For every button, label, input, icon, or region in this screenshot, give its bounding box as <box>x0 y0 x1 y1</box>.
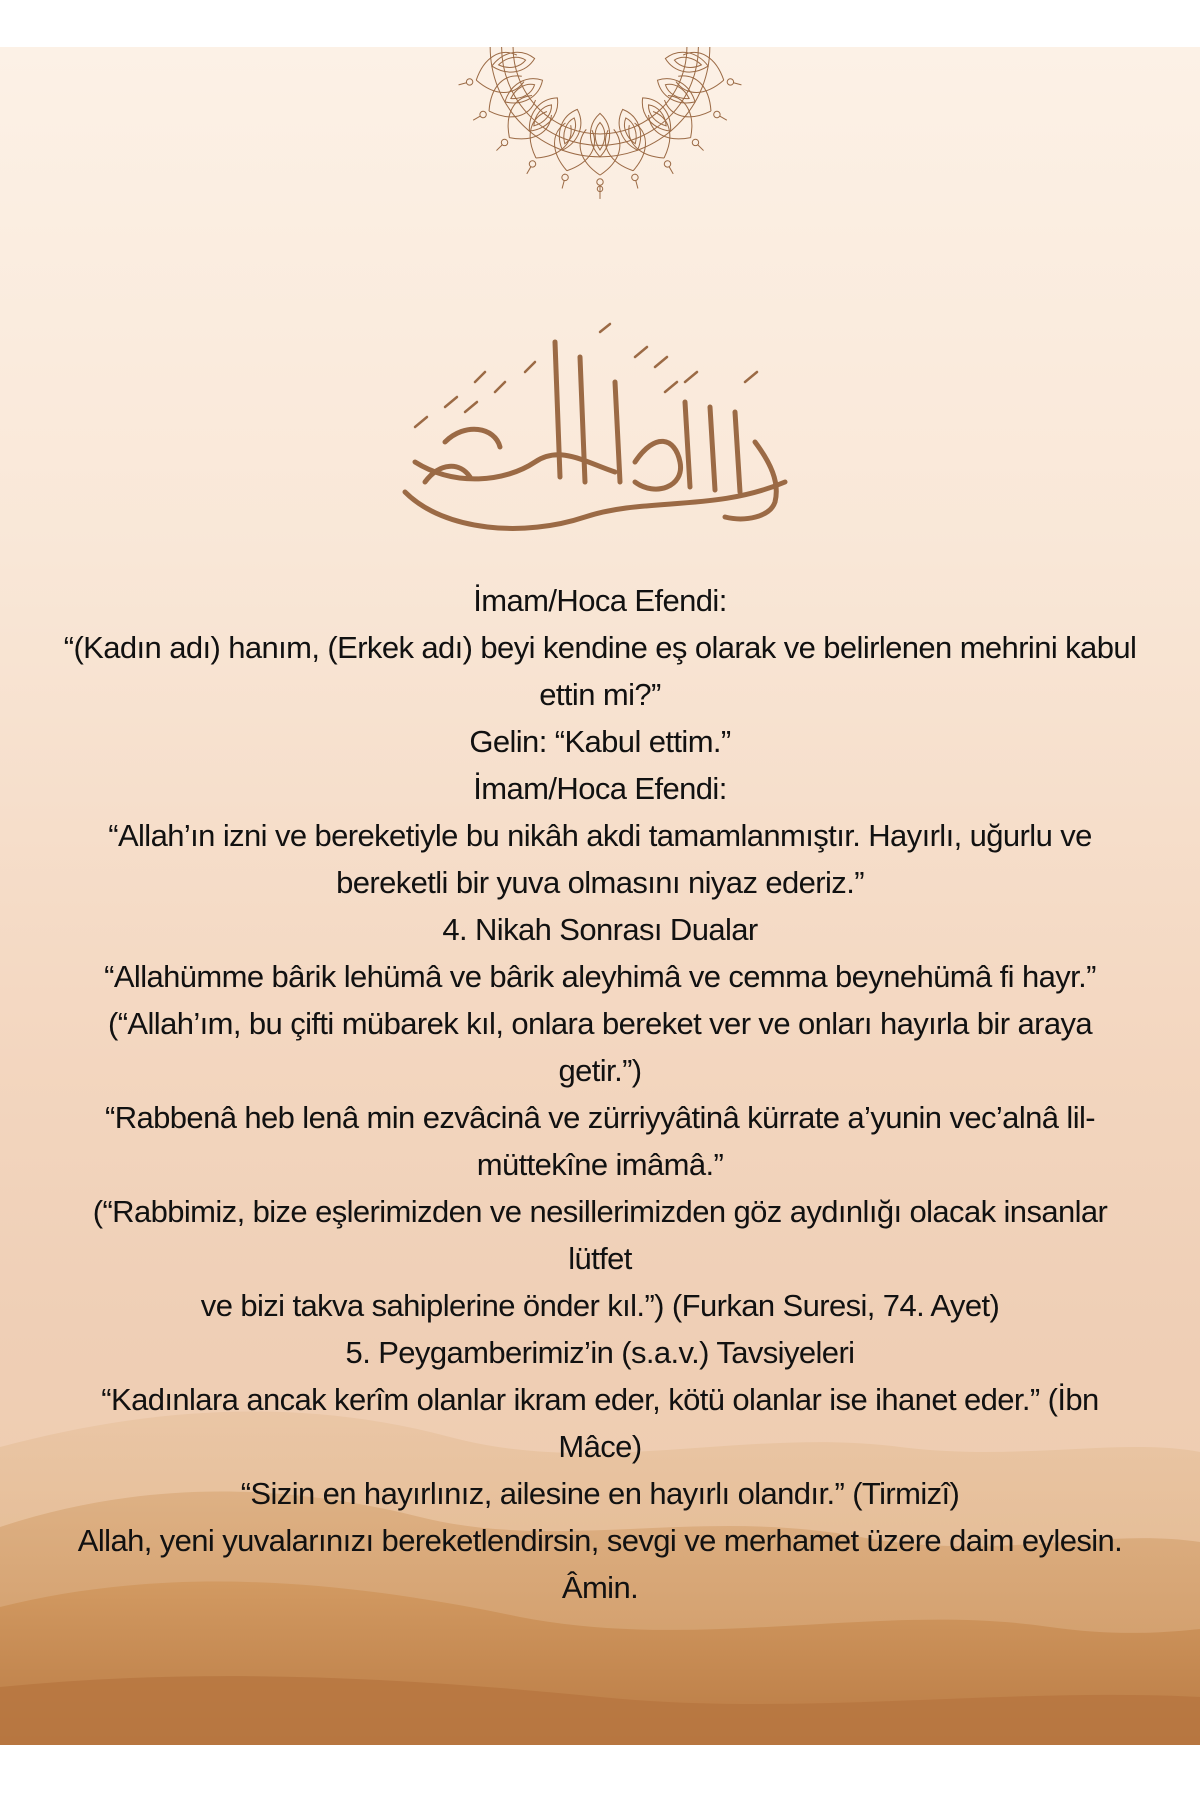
text-line: ve bizi takva sahiplerine önder kıl.”) (Furkan Suresi, 74. Ayet) <box>200 1288 1000 1323</box>
text-line: İmam/Hoca Efendi: <box>473 583 727 618</box>
text-line: Âmin. <box>561 1570 639 1605</box>
text-line: Mâce) <box>558 1429 642 1464</box>
text-line: Gelin: “Kabul ettim.” <box>469 724 731 759</box>
text-line: “Allahümme bârik lehümâ ve bârik aleyhimâ ve cemma beynehümâ fi hayr.” <box>104 959 1096 994</box>
text-line: (“Rabbimiz, bize eşlerimizden ve nesillerimizden göz aydınlığı olacak insanlar lütfet <box>92 1194 1108 1276</box>
text-line: getir.”) <box>558 1053 642 1088</box>
text-line: “(Kadın adı) hanım, (Erkek adı) beyi kendine eş olarak ve belirlenen mehrini kabul <box>63 630 1137 665</box>
nikah-text <box>60 577 1140 1611</box>
text-line: ettin mi?” <box>539 677 661 712</box>
text-line: “Allah’ın izni ve bereketiyle bu nikâh akdi tamamlanmıştır. Hayırlı, uğurlu ve <box>108 818 1092 853</box>
text-line: “Rabbenâ heb lenâ min ezvâcinâ ve zürriyyâtinâ kürrate a’yunin vec’alnâ lil- <box>105 1100 1095 1135</box>
section-heading: 4. Nikah Sonrası Dualar <box>442 912 758 947</box>
text-line: (“Allah’ım, bu çifti mübarek kıl, onlara bereket ver ve onları hayırla bir araya <box>107 1006 1093 1041</box>
text-line: bereketli bir yuva olmasını niyaz ederiz.” <box>336 865 864 900</box>
text-line: “Kadınlara ancak kerîm olanlar ikram eder, kötü olanlar ise ihanet eder.” (İbn <box>101 1382 1099 1417</box>
text-line: müttekîne imâmâ.” <box>476 1147 724 1182</box>
page <box>0 47 1200 1745</box>
text-line: İmam/Hoca Efendi: <box>473 771 727 806</box>
text-line: Allah, yeni yuvalarınızı bereketlendirsin, sevgi ve merhamet üzere daim eylesin. <box>77 1523 1123 1558</box>
mandala-ornament <box>240 47 960 317</box>
section-heading: 5. Peygamberimiz’in (s.a.v.) Tavsiyeleri <box>345 1335 855 1370</box>
bismillah-calligraphy <box>385 312 815 552</box>
text-line: “Sizin en hayırlınız, ailesine en hayırlı olandır.” (Tirmizî) <box>240 1476 960 1511</box>
